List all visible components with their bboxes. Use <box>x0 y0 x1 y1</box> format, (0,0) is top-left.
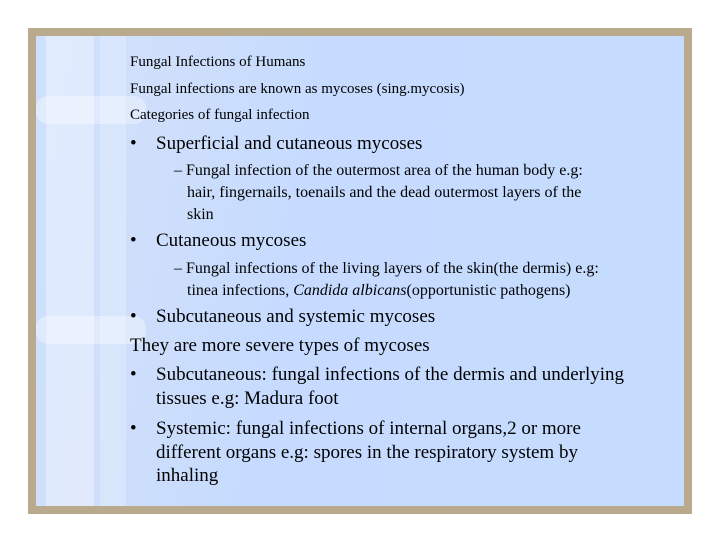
bullet-marker: • <box>130 364 137 385</box>
cutaneous-sub-line <box>187 282 571 300</box>
categories-line: Categories of fungal infection <box>130 107 310 123</box>
cutaneous-heading: Cutaneous mycoses <box>156 230 307 251</box>
superficial-sub-line: – Fungal infection of the outermost area of the human body e.g: <box>174 162 583 179</box>
bullet-marker: • <box>130 230 137 251</box>
superficial-sub-line: skin <box>187 206 214 223</box>
slide-title: Fungal Infections of Humans <box>130 54 306 70</box>
superficial-sub-line: hair, fingernails, toenails and the dead outermost layers of the <box>187 184 582 201</box>
systemic-item-line: inhaling <box>156 465 219 486</box>
cutaneous-text: (opportunistic pathogens) <box>406 282 571 299</box>
subcutaneous-item-line: tissues e.g: Madura foot <box>156 388 339 409</box>
systemic-item-line: different organs e.g: spores in the respiratory system by <box>156 442 578 463</box>
bullet-marker: • <box>130 133 137 154</box>
superficial-heading: Superficial and cutaneous mycoses <box>156 133 423 154</box>
severity-line: They are more severe types of mycoses <box>130 335 430 356</box>
subcutaneous-heading: Subcutaneous and systemic mycoses <box>156 306 436 327</box>
bullet-marker: • <box>130 418 137 439</box>
cutaneous-sub-line: – Fungal infections of the living layers of the skin(the dermis) e.g: <box>174 260 599 277</box>
cutaneous-text: tinea infections, <box>187 282 294 299</box>
definition-line: Fungal infections are known as mycoses (sing.mycosis) <box>130 81 465 97</box>
systemic-item-line: Systemic: fungal infections of internal organs,2 or more <box>156 418 581 439</box>
subcutaneous-item-line: Subcutaneous: fungal infections of the dermis and underlying <box>156 364 625 385</box>
organism-name: Candida albicans <box>293 282 407 299</box>
bullet-marker: • <box>130 306 137 327</box>
